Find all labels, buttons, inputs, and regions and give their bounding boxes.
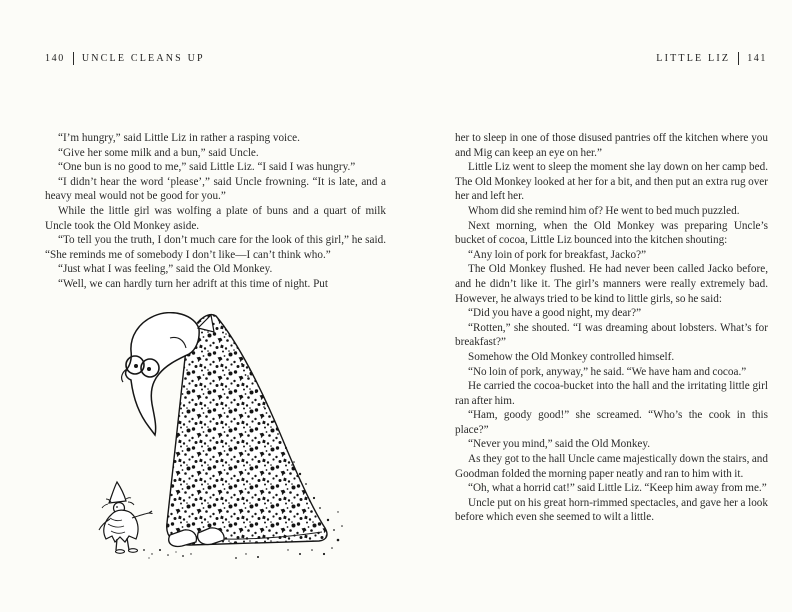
running-title-left: UNCLE CLEANS UP <box>81 53 205 64</box>
running-head-left <box>45 51 205 66</box>
paragraph: “No loin of pork, anyway,” he said. “We have ham and cocoa.” <box>468 365 747 378</box>
running-title-right: LITTLE LIZ <box>656 53 731 64</box>
little-liz-figure <box>99 482 153 553</box>
paragraph: “I’m hungry,” said Little Liz in rather a rasping voice. <box>58 132 300 144</box>
paragraph: “Well, we can hardly turn her adrift at this time of night. Put <box>58 277 329 290</box>
paragraph: Next morning, when the Old Monkey was preparing Uncle’s bucket of cocoa, Little Liz bounced into the kitchen shouting: <box>455 219 768 247</box>
page-number-right: 141 <box>747 53 767 64</box>
paragraph: “Ham, goody good!” she screamed. “Who’s the cook in this place?” <box>455 409 768 436</box>
paragraph: “Rotten,” she shouted. “I was dreaming about lobsters. What’s for breakfast?” <box>455 321 768 349</box>
paragraph: The Old Monkey flushed. He had never been called Jacko before, and he didn’t like it. The girl’s manners were really extremely bad. However, he always tried to be kind to little girls, so he said: <box>455 263 768 305</box>
paragraph: “I didn’t hear the word ‘please’,” said Uncle frowning. “It is late, and a heavy meal would not be good for you.” <box>45 175 386 203</box>
paragraph: “Oh, what a horrid cat!” said Little Liz. “Keep him away from me.” <box>468 482 767 495</box>
paragraph: While the little girl was wolfing a plate of buns and a quart of milk Uncle took the Old Monkey aside. <box>45 204 386 232</box>
paragraph: “One bun is no good to me,” said Little Liz. “I said I was hungry.” <box>58 161 356 174</box>
illustration-uncle-and-little-liz <box>86 312 348 564</box>
paragraph: As they got to the hall Uncle came majestically down the stairs, and Goodman folded the morning paper neatly and ran to him with it. <box>455 453 768 480</box>
paragraph: “Give her some milk and a bun,” said Uncle. <box>58 146 259 159</box>
paragraph: “Any loin of pork for breakfast, Jacko?” <box>468 248 647 261</box>
paragraph: Somehow the Old Monkey controlled himself. <box>468 350 675 363</box>
paragraph: Little Liz went to sleep the moment she lay down on her camp bed. The Old Monkey looked at her for a bit, and then put an extra rug over her and left her. <box>455 161 768 203</box>
running-head-right <box>656 51 767 66</box>
paragraph: He carried the cocoa-bucket into the hall and the irritating little girl ran after him. <box>455 380 768 407</box>
paragraph: Whom did she remind him of? He went to bed much puzzled. <box>468 204 740 217</box>
paragraph: “Never you mind,” said the Old Monkey. <box>468 438 651 451</box>
paragraph: her to sleep in one of those disused pantries off the kitchen where you and Mig can keep an eye on her.” <box>455 132 768 159</box>
uncle-elephant-drawing <box>86 312 348 564</box>
paragraph: “To tell you the truth, I don’t much care for the look of this girl,” he said. “She reminds me of somebody I don’t like—I can’t think who.” <box>45 234 386 261</box>
head-divider <box>73 52 74 65</box>
paragraph: “Just what I was feeling,” said the Old Monkey. <box>58 263 273 276</box>
head-divider <box>738 52 739 65</box>
left-page-text <box>45 131 386 292</box>
paragraph: Uncle put on his great horn-rimmed spectacles, and gave her a look before which even she seemed to wilt a little. <box>455 496 768 524</box>
paragraph: “Did you have a good night, my dear?” <box>468 307 642 320</box>
right-page-text <box>455 131 768 525</box>
page-number-left: 140 <box>45 53 65 64</box>
